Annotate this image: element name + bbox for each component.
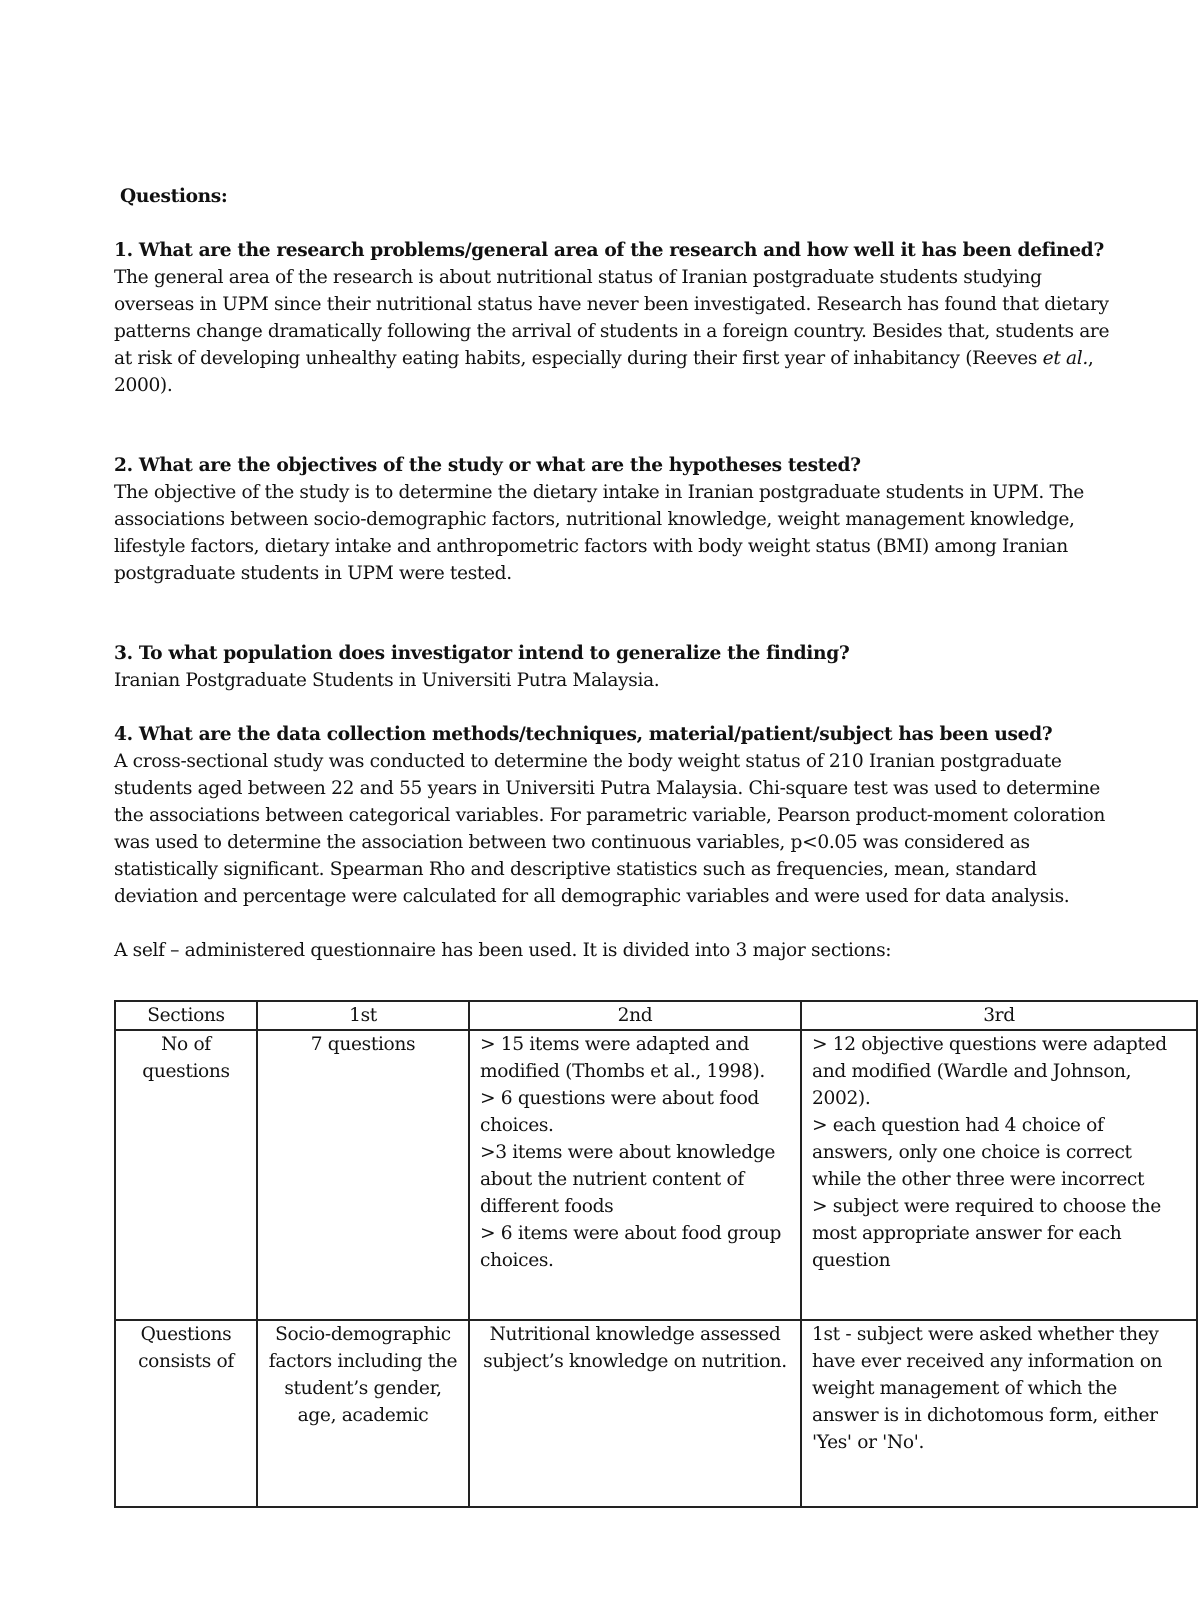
cell-3rd-details: [801, 1030, 1197, 1320]
list-item: > 12 objective questions were adapted and modified (Wardle and Johnson, 2002).: [812, 1034, 1167, 1109]
row-label-no-of-questions: No of questions: [115, 1030, 257, 1320]
cell-2nd-content: Nutritional knowledge assessed subject’s knowledge on nutrition.: [469, 1320, 801, 1507]
header-3rd: 3rd: [801, 1001, 1197, 1030]
cell-3rd-content: 1st - subject were asked whether they have ever received any information on weight management of which the answer is in dichotomous form, either 'Yes' or 'No'.: [801, 1320, 1197, 1507]
question-3-title: 3. To what population does investigator intend to generalize the finding?: [114, 643, 850, 664]
list-item: >3 items were about knowledge about the nutrient content of different foods: [480, 1142, 776, 1217]
table-row: [115, 1320, 1197, 1507]
list-item: > 6 items were about food group choices.: [480, 1223, 782, 1271]
list-item: > 6 questions were about food choices.: [480, 1088, 759, 1136]
row-label-questions-consists-of: Questions consists of: [115, 1320, 257, 1507]
question-1-title: 1. What are the research problems/general area of the research and how well it has been defined?: [114, 240, 1104, 261]
question-1-answer-italic: et al.: [1042, 348, 1088, 369]
table-row: [115, 1030, 1197, 1320]
question-4-title: 4. What are the data collection methods/techniques, material/patient/subject has been used?: [114, 724, 1053, 745]
question-4-answer: A cross-sectional study was conducted to determine the body weight status of 210 Iranian postgraduate students aged between 22 and 55 years in Universiti Putra Malaysia. Chi-square test was used to determine the associations between categorical variables. For parametric variable, Pearson product-moment coloration was used to determine the association between two continuous variables, p<0.05 was considered as statistically significant. Spearman Rho and descriptive statistics such as frequencies, mean, standard deviation and percentage were calculated for all demographic variables and were used for data analysis.: [114, 751, 1106, 907]
header-sections: Sections: [115, 1001, 257, 1030]
sections-table: [114, 1000, 1198, 1508]
question-1-answer: [114, 264, 1114, 399]
question-2-title: 2. What are the objectives of the study or what are the hypotheses tested?: [114, 455, 861, 476]
header-1st: 1st: [257, 1001, 469, 1030]
list-item: > subject were required to choose the most appropriate answer for each question: [812, 1196, 1161, 1271]
questionnaire-intro: A self – administered questionnaire has been used. It is divided into 3 major sections:: [114, 940, 892, 961]
header-2nd: 2nd: [469, 1001, 801, 1030]
question-1-answer-text: The general area of the research is about nutritional status of Iranian postgraduate students studying overseas in UPM since their nutritional status have never been investigated. Research has found that dietary patterns change dramatically following the arrival of students in a foreign country. Besides that, students are at risk of developing unhealthy eating habits, especially during their first year of inhabitancy (Reeves: [114, 267, 1110, 369]
question-1-answer-tail: , 2000).: [114, 348, 1094, 396]
list-item: > 15 items were adapted and modified (Thombs et al., 1998).: [480, 1034, 765, 1082]
page-title: Questions:: [120, 186, 228, 207]
list-item: > each question had 4 choice of answers, only one choice is correct while the other three were incorrect: [812, 1115, 1145, 1190]
cell-2nd-details: [469, 1030, 801, 1320]
question-2-answer: The objective of the study is to determine the dietary intake in Iranian postgraduate students in UPM. The associations between socio-demographic factors, nutritional knowledge, weight management knowledge, lifestyle factors, dietary intake and anthropometric factors with body weight status (BMI) among Iranian postgraduate students in UPM were tested.: [114, 482, 1084, 584]
cell-1st-count: 7 questions: [257, 1030, 469, 1320]
question-3-answer: Iranian Postgraduate Students in Universiti Putra Malaysia.: [114, 670, 660, 691]
document-body: [114, 183, 1114, 964]
cell-1st-content: Socio-demographic factors including the student’s gender, age, academic: [257, 1320, 469, 1507]
table-header-row: [115, 1001, 1197, 1030]
